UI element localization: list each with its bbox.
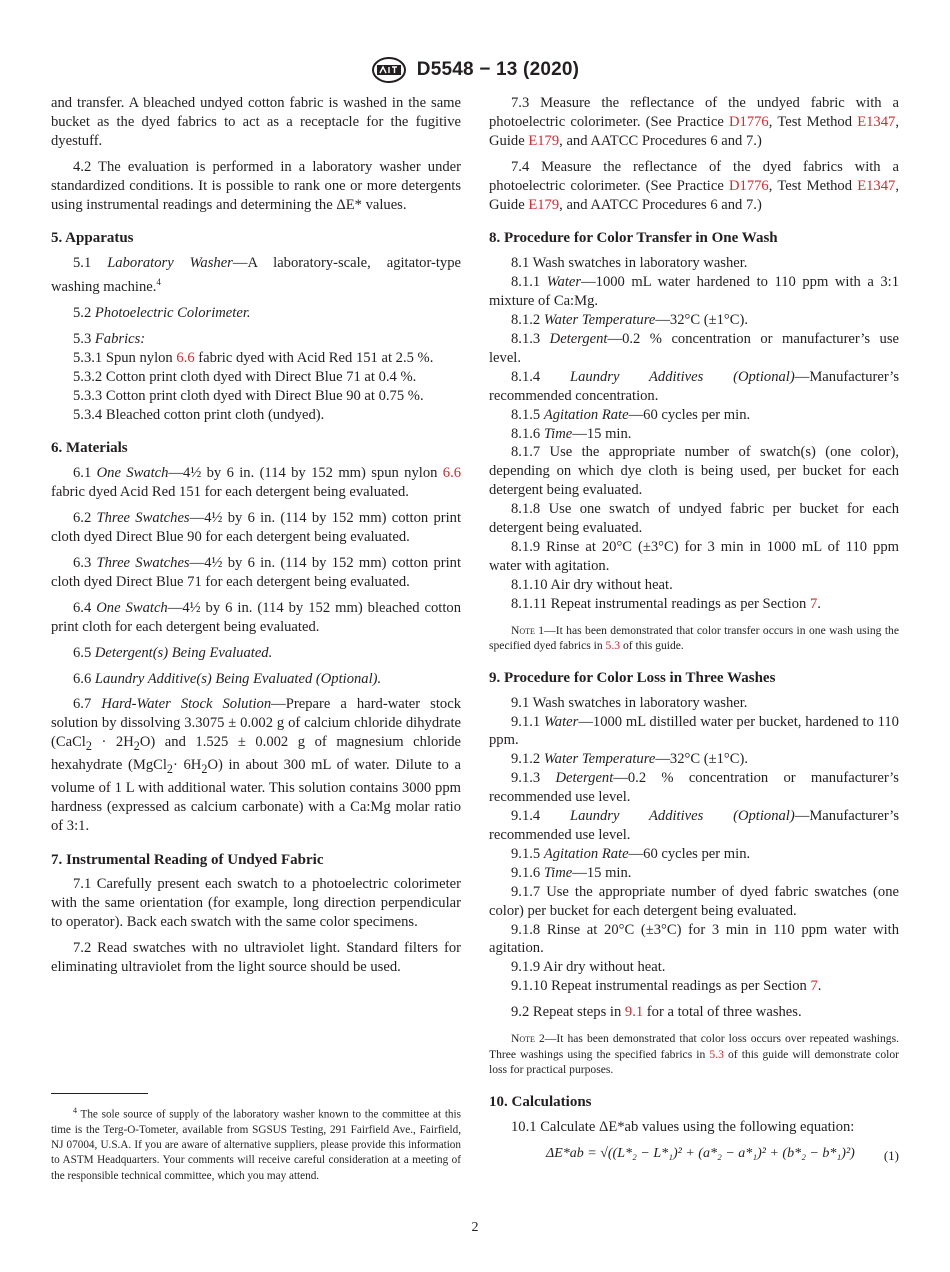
astm-logo-icon bbox=[371, 56, 407, 84]
paragraph-8-1-1: 8.1.1 Water—1000 mL water hardened to 110 ppm with a 3:1 mixture of Ca:Mg. bbox=[489, 274, 899, 310]
paragraph-8-1-4: 8.1.4 Laundry Additives (Optional)—Manufacturer’s recommended concentration. bbox=[489, 368, 899, 404]
link-d1776[interactable]: D1776 bbox=[729, 113, 769, 130]
paragraph-6-2: 6.2 Three Swatches—4½ by 6 in. (114 by 152 mm) cotton print cloth dyed Direct Blue 90 for each detergent being evaluated. bbox=[51, 510, 462, 546]
paragraph-6-4: 6.4 One Swatch—4½ by 6 in. (114 by 152 mm) bleached cotton print cloth for each detergent being evaluated. bbox=[51, 599, 462, 635]
equation-number: (1) bbox=[883, 1147, 899, 1163]
right-column bbox=[489, 94, 899, 1181]
paragraph-9-1: 9.1 Wash swatches in laboratory washer. bbox=[511, 694, 748, 711]
paragraph-8-1-10: 8.1.10 Air dry without heat. bbox=[511, 576, 673, 593]
section-heading-10: 10. Calculations bbox=[489, 1093, 592, 1110]
paragraph-8-1-8: 8.1.8 Use one swatch of undyed fabric per bucket for each detergent being evaluated. bbox=[489, 501, 899, 537]
paragraph-6-5: 6.5 Detergent(s) Being Evaluated. bbox=[73, 644, 273, 661]
section-heading-7: 7. Instrumental Reading of Undyed Fabric bbox=[51, 851, 324, 868]
section-heading-6: 6. Materials bbox=[51, 440, 128, 457]
paragraph-5-2: 5.2 Photoelectric Colorimeter. bbox=[73, 305, 251, 322]
section-heading-9: 9. Procedure for Color Loss in Three Washes bbox=[489, 669, 776, 686]
paragraph-8-1-11: 8.1.11 Repeat instrumental readings as per Section 7. bbox=[511, 595, 821, 612]
paragraph-6-1: 6.1 One Swatch—4½ by 6 in. (114 by 152 mm) spun nylon 6.6 fabric dyed Acid Red 151 for each detergent being evaluated. bbox=[51, 465, 462, 501]
paragraph-9-1-10: 9.1.10 Repeat instrumental readings as per Section 7. bbox=[511, 978, 822, 995]
section-heading-5: 5. Apparatus bbox=[51, 230, 134, 247]
left-column bbox=[51, 94, 461, 977]
paragraph-4-2: 4.2 The evaluation is performed in a laboratory washer under standardized conditions. It is possible to rank one or more detergents using instrumental readings and determining the ΔE* values. bbox=[51, 158, 461, 213]
paragraph-9-1-1: 9.1.1 Water—1000 mL distilled water per bucket, hardened to 110 ppm. bbox=[489, 713, 899, 749]
paragraph-8-1-7: 8.1.7 Use the appropriate number of swatch(s) (one color), depending on which dye cloth is being used, per bucket for each detergent being evaluated. bbox=[489, 444, 899, 499]
link-e1347[interactable]: E1347 bbox=[857, 177, 896, 194]
paragraph-7-4: 7.4 Measure the reflectance of the dyed fabrics with a photoelectric colorimeter. (See Practice D1776, Test Method E1347, Guide E179, and AATCC Procedures 6 and 7.) bbox=[489, 158, 899, 213]
footnote-4: $^4$ The sole source of supply of the laboratory washer known to the committee at this time is the Terg-O-Tometer, available from SGSUS Testing, 291 Fairfield Ave., Fairfield, NJ 07004, U.S.A. If you are aware of alternative suppliers, please provide this information to ASTM Headquarters. Your comments will receive careful consideration at a meeting of the responsible technical committee, which you may attend. bbox=[51, 1106, 461, 1182]
link-e1347[interactable]: E1347 bbox=[857, 113, 896, 130]
note-1: Note 1—It has been demonstrated that color transfer occurs in one wash using the specified dyed fabrics in 5.3 of this guide. bbox=[489, 623, 899, 653]
paragraph-8-1-3: 8.1.3 Detergent—0.2 % concentration or manufacturer’s use level. bbox=[489, 330, 899, 366]
paragraph-6-3: 6.3 Three Swatches—4½ by 6 in. (114 by 152 mm) cotton print cloth dyed Direct Blue 71 for each detergent being evaluated. bbox=[51, 554, 462, 590]
paragraph-8-1: 8.1 Wash swatches in laboratory washer. bbox=[511, 255, 748, 272]
paragraph-7-3: 7.3 Measure the reflectance of the undyed fabric with a photoelectric colorimeter. (See Practice D1776, Test Method E1347, Guide E179, and AATCC Procedures 6 and 7.) bbox=[489, 95, 899, 149]
note-2: Note 2—It has been demonstrated that color loss occurs over repeated washings. Three washings using the specified fabrics in 5.3 of this guide will demonstrate color loss for practical purposes. bbox=[489, 1032, 900, 1077]
link-6-6[interactable]: 6.6 bbox=[442, 465, 462, 482]
section-heading-8: 8. Procedure for Color Transfer in One Wash bbox=[489, 230, 778, 247]
paragraph-9-1-8: 9.1.8 Rinse at 20°C (±3°C) for 3 min in 110 ppm water with agitation. bbox=[489, 921, 899, 957]
link-section-7[interactable]: 7 bbox=[810, 978, 818, 995]
equation-1 bbox=[489, 1141, 899, 1181]
paragraph-9-1-5: 9.1.5 Agitation Rate—60 cycles per min. bbox=[511, 845, 751, 862]
link-e179[interactable]: E179 bbox=[528, 132, 560, 149]
paragraph-8-1-2: 8.1.2 Water Temperature—32°C (±1°C). bbox=[511, 312, 748, 329]
link-d1776[interactable]: D1776 bbox=[729, 177, 769, 194]
equation-text: ΔE*ab = √((L*₂ − L*₁)² + (a*₂ − a*₁)² + (b*₂ − b*₁)²) bbox=[546, 1145, 855, 1161]
paragraph-7-2: 7.2 Read swatches with no ultraviolet light. Standard filters for eliminating ultraviolet from the light source should be used. bbox=[51, 940, 461, 976]
link-e179[interactable]: E179 bbox=[528, 196, 560, 213]
paragraph-7-1: 7.1 Carefully present each swatch to a photoelectric colorimeter with the same orientation (for example, long direction perpendicular to operator). Back each swatch with the same color specimens. bbox=[51, 876, 461, 931]
paragraph-8-1-6: 8.1.6 Time—15 min. bbox=[511, 425, 632, 442]
paragraph-9-1-3: 9.1.3 Detergent—0.2 % concentration or manufacturer’s recommended use level. bbox=[489, 770, 899, 806]
link-9-1[interactable]: 9.1 bbox=[624, 1004, 644, 1021]
paragraph-5-3: 5.3 Fabrics: bbox=[73, 330, 146, 347]
link-section-7[interactable]: 7 bbox=[809, 595, 818, 612]
paragraph-5-3-1: 5.3.1 Spun nylon 6.6 fabric dyed with Acid Red 151 at 2.5 %. bbox=[73, 349, 434, 366]
paragraph-6-6: 6.6 Laundry Additive(s) Being Evaluated (Optional). bbox=[73, 670, 382, 687]
paragraph-5-3-2: 5.3.2 Cotton print cloth dyed with Direct Blue 71 at 0.4 %. bbox=[73, 368, 417, 385]
paragraph-5-3-4: 5.3.4 Bleached cotton print cloth (undyed). bbox=[73, 406, 325, 423]
document-designation: D5548 − 13 (2020) bbox=[416, 59, 580, 80]
paragraph-5-3-3: 5.3.3 Cotton print cloth dyed with Direct Blue 90 at 0.75 %. bbox=[73, 387, 424, 404]
link-5-3[interactable]: 5.3 bbox=[605, 639, 621, 653]
paragraph-6-7: 6.7 Hard-Water Stock Solution—Prepare a hard-water stock solution by dissolving 3.3075 ± 0.002 g of calcium chloride dihydrate (CaCl$_2$ · $2H_2O$) and 1.525 ± 0.002 g of magnesium chloride hexahydrate (MgCl$_2$· $6H_2O$) in about 300 mL of water. Dilute to a volume of 1 L with additional water. This solution contains 3000 ppm hardness (expressed as calcium carbonate) with a Ca:Mg molar ratio of 3:1. bbox=[51, 696, 461, 834]
link-6-6[interactable]: 6.6 bbox=[176, 349, 195, 366]
paragraph-8-1-9: 8.1.9 Rinse at 20°C (±3°C) for 3 min in 1000 mL of 110 ppm water with agitation. bbox=[489, 538, 899, 574]
link-5-3[interactable]: 5.3 bbox=[709, 1047, 724, 1061]
paragraph-9-1-4: 9.1.4 Laundry Additives (Optional)—Manufacturer’s recommended use level. bbox=[489, 808, 899, 843]
page-number: 2 bbox=[471, 1220, 479, 1235]
paragraph-9-1-2: 9.1.2 Water Temperature—32°C (±1°C). bbox=[511, 751, 748, 768]
paragraph-9-1-7: 9.1.7 Use the appropriate number of dyed fabric swatches (one color) per bucket for each detergent being evaluated. bbox=[489, 883, 899, 919]
paragraph: and transfer. A bleached undyed cotton fabric is washed in the same bucket as the dyed fabrics to act as a receptacle for the fugitive dyestuff. bbox=[51, 95, 461, 149]
paragraph-5-1: 5.1 Laboratory Washer—A laboratory-scale, agitator-type washing machine.$^4$ bbox=[51, 255, 461, 296]
paragraph-9-1-6: 9.1.6 Time—15 min. bbox=[511, 864, 632, 881]
footnote-divider bbox=[51, 1093, 148, 1094]
paragraph-9-1-9: 9.1.9 Air dry without heat. bbox=[511, 959, 666, 976]
paragraph-9-2: 9.2 Repeat steps in 9.1 for a total of three washes. bbox=[511, 1004, 802, 1021]
page-header bbox=[0, 56, 950, 86]
paragraph-10-1: 10.1 Calculate ΔE*ab values using the following equation: bbox=[511, 1118, 855, 1135]
paragraph-8-1-5: 8.1.5 Agitation Rate—60 cycles per min. bbox=[511, 406, 751, 423]
